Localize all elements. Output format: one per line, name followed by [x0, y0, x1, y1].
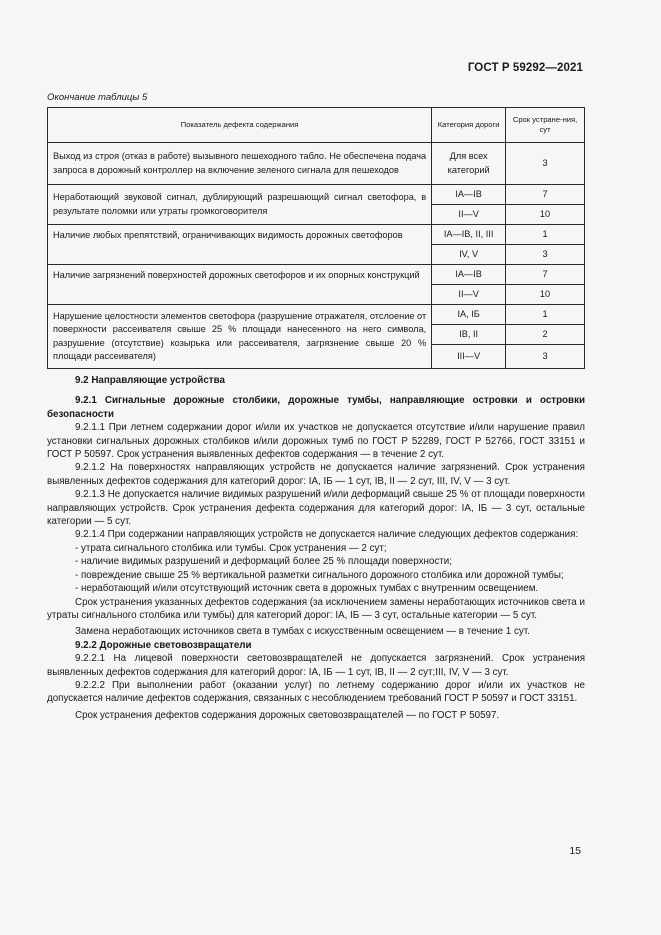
table-caption: Окончание таблицы 5: [47, 92, 148, 103]
table-row: [48, 305, 585, 325]
table-cell-category: IA—IB: [432, 265, 506, 285]
body-text: [47, 372, 585, 722]
table-cell-term: 3: [506, 245, 585, 265]
table-row: [48, 265, 585, 285]
table-cell-category: IA—IB: [432, 185, 506, 205]
list-item: - повреждение свыше 25 % вертикальной разметки сигнального дорожного столбика или дорожной тумбы;: [75, 569, 564, 581]
paragraph-9-2-2-1: 9.2.2.1 На лицевой поверхности световозвращателей не допускается загрязнений. Срок устранения выявленных дефектов содержания для категорий дорог: IA, IБ — 1 сут, IB, II — 2 сут;III, IV, V — 3 сут.: [47, 653, 585, 678]
table-cell-term: 7: [506, 185, 585, 205]
list-item: - неработающий и/или отсутствующий источник света в дорожных тумбах с внутренним освещением.: [75, 583, 539, 595]
paragraph-replacement: Замена неработающих источников света в тумбах с искусственным освещением — в течение 1 сут.: [75, 626, 530, 638]
table-cell-term: 10: [506, 205, 585, 225]
table-cell-category: Для всех категорий: [432, 143, 506, 185]
table-cell-desc: Наличие загрязнений поверхностей дорожных светофоров и их опорных конструкций: [48, 265, 432, 305]
paragraph-last: Срок устранения дефектов содержания дорожных световозвращателей — по ГОСТ Р 50597.: [75, 709, 500, 721]
paragraph-term: Срок устранения указанных дефектов содержания (за исключением замены неработающих источников света и утраты сигнального столбика или тумбы) для категорий дорог: IA, IБ — 3 сут, остальные категории — 5 сут.: [47, 596, 585, 621]
table-row: [48, 143, 585, 185]
table-cell-category: IA—IB, II, III: [432, 225, 506, 245]
table-cell-category: IB, II: [432, 325, 506, 345]
document-id: ГОСТ Р 59292—2021: [467, 62, 583, 74]
table-cell-desc: Неработающий звуковой сигнал, дублирующий разрешающий сигнал светофора, в результате поломки или утраты громкоговорителя: [48, 185, 432, 225]
table-row: [48, 225, 585, 245]
section-heading-9-2: 9.2 Направляющие устройства: [75, 375, 225, 386]
table-row: [48, 185, 585, 205]
paragraph-9-2-1-4: 9.2.1.4 При содержании направляющих устройств не допускается наличие следующих дефектов содержания:: [75, 529, 579, 541]
paragraph-9-2-2-2: 9.2.2.2 При выполнении работ (оказании услуг) по летнему содержанию дорог и/или их участков не допускается наличие дефектов содержания, связанных с несоблюдением требований ГОСТ Р 50597 и ГОСТ 33151.: [47, 679, 585, 705]
table-cell-term: 1: [506, 225, 585, 245]
table-header-row: [48, 108, 585, 143]
table-cell-desc: Нарушение целостности элементов светофора (разрушение отражателя, отслоение от поверхности рассеивателя свыше 25 % площади нанесенного на него символа, разрушение (отсутствие) козырька или рассеивателя, загрязнение свыше 20 % площади рассеивателя): [48, 305, 432, 369]
paragraph-9-2-1-2: 9.2.1.2 На поверхностях направляющих устройств не допускается наличие загрязнений. Срок устранения выявленных дефектов содержания для категорий дорог: IA, IБ — 1 сут, IB, II — 2 сут, III, IV, V — 3 сут.: [47, 462, 585, 487]
table-cell-term: 7: [506, 265, 585, 285]
table-cell-desc: Наличие любых препятствий, ограничивающих видимость дорожных светофоров: [48, 225, 432, 265]
defects-table: [47, 107, 585, 369]
column-header-category: Категория дороги: [432, 108, 506, 143]
paragraph-9-2-1-1: 9.2.1.1 При летнем содержании дорог и/или их участков не допускается отсутствие и/или нарушение правил установки сигнальных дорожных столбиков и/или дорожных тумб по ГОСТ Р 52289, ГОСТ Р 52766, ГОСТ 33151 и ГОСТ Р 50597. Срок устранения выявленных дефектов содержания — в течение 2 сут.: [47, 422, 585, 461]
table-cell-term: 3: [506, 345, 585, 369]
table-cell-term: 10: [506, 285, 585, 305]
table-cell-category: III—V: [432, 345, 506, 369]
table-cell-category: II—V: [432, 205, 506, 225]
section-heading-9-2-1: 9.2.1 Сигнальные дорожные столбики, дорожные тумбы, направляющие островки и островки безопасности: [47, 395, 585, 420]
column-header-term: Срок устране-ния, сут: [506, 108, 585, 143]
table-cell-category: IA, IБ: [432, 305, 506, 325]
list-item: - утрата сигнального столбика или тумбы. Срок устранения — 2 сут;: [75, 542, 387, 554]
table-cell-category: II—V: [432, 285, 506, 305]
table-cell-term: 2: [506, 325, 585, 345]
table-cell-term: 3: [506, 143, 585, 185]
list-item: - наличие видимых разрушений и деформаций более 25 % площади поверхности;: [75, 556, 452, 568]
table-cell-desc: Выход из строя (отказ в работе) вызывного пешеходного табло. Не обеспечена подача запроса в дорожный контроллер на включение зеленого сигнала для пешеходов: [48, 143, 432, 185]
column-header-defect: Показатель дефекта содержания: [48, 108, 432, 143]
table-cell-term: 1: [506, 305, 585, 325]
table-cell-category: IV, V: [432, 245, 506, 265]
page-number: 15: [569, 845, 581, 857]
section-heading-9-2-2: 9.2.2 Дорожные световозвращатели: [75, 639, 252, 651]
paragraph-9-2-1-3: 9.2.1.3 Не допускается наличие видимых разрушений и/или деформаций свыше 25 % от площади поверхности направляющих устройств. Срок устранения дефекта содержания для категорий дорог: IA, IБ — 3 сут, остальные категории — 5 сут.: [47, 489, 585, 528]
